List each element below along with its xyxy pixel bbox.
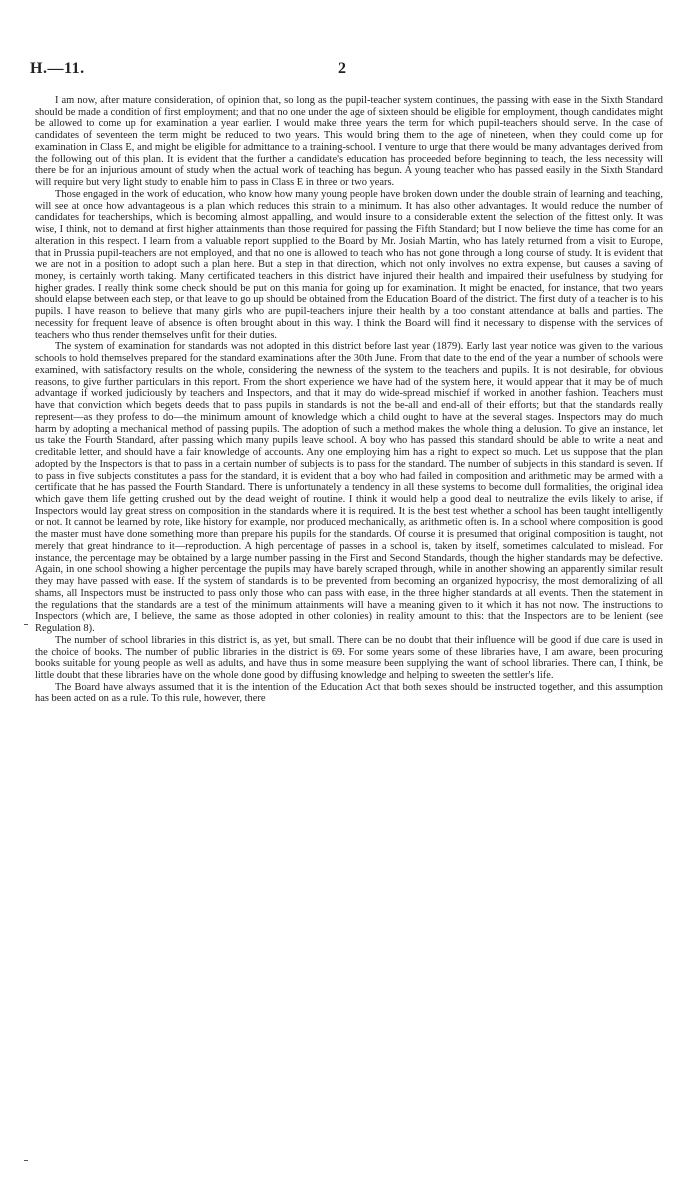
document-reference: H.—11.	[30, 60, 85, 77]
paragraph-standards-examination: The system of examination for standards was not adopted in this district before last year (1879). Early last year notice was given to the various schools to hold themselves prepared for the standard examinations after the 30th June. From that date to the end of the year a number of schools were examined, with satisfactory results on the whole, considering the newness of the system to the teachers and pupils. It is not desirable, for obvious reasons, to give further particulars in this report. From the short experience we have had of the system here, it would appear that it may be of much advantage if worked judiciously by teachers and Inspectors, and that it may do wide-spread mischief if worked in another fashion. Teachers must have that conviction which begets deeds that to pass pupils in standards is not the be-all and end-all of their efforts; but that the standards really represent—as they profess to do—the minimum amount of knowledge which a child ought to have at the several stages. Inspectors may do much harm by adopting a mechanical method of passing pupils. The adoption of such a method makes the whole thing a delusion. To give an instance, let us take the Fourth Standard, after passing which many pupils leave school. A boy who has passed this standard should be able to write a neat and creditable letter, and should have a fair knowledge of accounts. Any one employing him has a right to expect so much. Let us suppose that the plan adopted by the Inspectors is that to pass in a certain number of subjects is to pass for the standard. The number of subjects in this standard is seven. If to pass in five subjects constitutes a pass for the standard, it is evident that a boy who had failed in composition and arithmetic may be armed with a certificate that he has passed the Fourth Standard. There is unfortunately a tendency in all these systems to become dull formalities, the original idea which gave them life getting crushed out by the dead weight of routine. I think it would help a good deal to neutralize the evils likely to arise, if Inspectors would lay great stress on composition in the standards where it is required. It is the best test whether a school has been taught intelligently or not. It cannot be learned by rote, like history for example, nor produced mechanically, as arithmetic often is. In a school where composition is good the master must have done something more than prepare his pupils for the standards. Of course it is presumed that original composition is taught, not merely that great hindrance to it—reproduction. A high percentage of passes in a school is, taken by itself, sometimes calculated to mislead. For instance, the percentage may be obtained by a large number passing in the First and Second Standards, though the higher standards may be defective. Again, in one school showing a higher percentage the pupils may have barely scraped through, while in another showing an apparently similar result they may have passed with ease. If the system of standards is to be prevented from becoming an organized hypocrisy, the most demoralizing of all shams, all Inspectors must be instructed to pass only those who can pass with ease, in the three higher standards at all events. Then the statement in the regulations that the standards are a test of the minimum attainments will have a meaning given to it which it has not now. The instructions to Inspectors (which are, I believe, the same as those adopted in other colonies) in reality amount to this: that the Inspectors are to be lenient (see Regulation 8).	[35, 341, 663, 635]
margin-tick	[24, 1160, 28, 1161]
report-body	[35, 95, 663, 705]
page-number: 2	[338, 60, 346, 77]
paragraph-strain-of-learning: Those engaged in the work of education, who know how many young people have broken down under the double strain of learning and teaching, will see at once how advantageous is a plan which reduces this strain to a minimum. It has also other advantages. It would reduce the number of candidates for teacherships, which is becoming almost appalling, and would insure to a considerable extent the selection of the fittest only. It was wise, I think, not to demand at first higher attainments than those required for passing the Fifth Standard; but I now believe the time has come for an alteration in this respect. I learn from a valuable report supplied to the Board by Mr. Josiah Martin, who has lately returned from a visit to Europe, that in Prussia pupil-teachers are not employed, and that no one is allowed to teach who has not gone through a long course of study. It is evident that we are not in a position to adopt such a plan here. But a step in that direction, which not only involves no extra expense, but causes a saving of money, is certainly worth taking. Many certificated teachers in this district have injured their health and impaired their usefulness by studying for higher grades. I really think some check should be put on this mania for going up for examination. It might be enacted, for instance, that two years should elapse between each step, or that leave to go up should be obtained from the Education Board of the district. The first duty of a teacher is to his pupils. I have reason to believe that many girls who are pupil-teachers injure their health by a too constant attendance at balls and parties. The necessity for frequent leave of absence is often brought about in this way. I think the Board will find it necessary to dispense with the services of teachers who thus render themselves unfit for their duties.	[35, 188, 663, 341]
paragraph-school-libraries: The number of school libraries in this district is, as yet, but small. There can be no doubt that their influence will be good if due care is used in the choice of books. The number of public libraries in the district is 69. For some years some of these libraries have, I am aware, been procuring books suitable for young people as well as adults, and have thus in some measure been supplying the want of school libraries. There can, I think, be little doubt that these libraries have on the whole done good by diffusing knowledge and helping to sweeten the settler's life.	[35, 634, 663, 681]
margin-tick	[24, 624, 28, 625]
paragraph-pupil-teacher-system: I am now, after mature consideration, of opinion that, so long as the pupil-teacher system continues, the passing with ease in the Sixth Standard should be made a condition of first employment; and that no one under the age of sixteen should be eligible for employment, though candidates might be allowed to come up for examination a year earlier. I would make three years the term for which pupil-teachers should serve. In the case of candidates of seventeen the term might be reduced to two years. This would bring them to the age of nineteen, when they could come up for examination in Class E, and might be eligible for admittance to a training-school. I venture to urge that there would be many advantages derived from the following out of this plan. It is evident that the further a candidate's education has proceeded before beginning to teach, the less necessity will there be for an injurious amount of study when the actual work of teaching has begun. A young teacher who has passed easily in the Sixth Standard will require but very light study to enable him to pass in Class E in three or two years.	[35, 95, 663, 189]
paragraph-mixed-sexes: The Board have always assumed that it is the intention of the Education Act that both sexes should be instructed together, and this assumption has been acted on as a rule. To this rule, however, there	[35, 681, 663, 705]
